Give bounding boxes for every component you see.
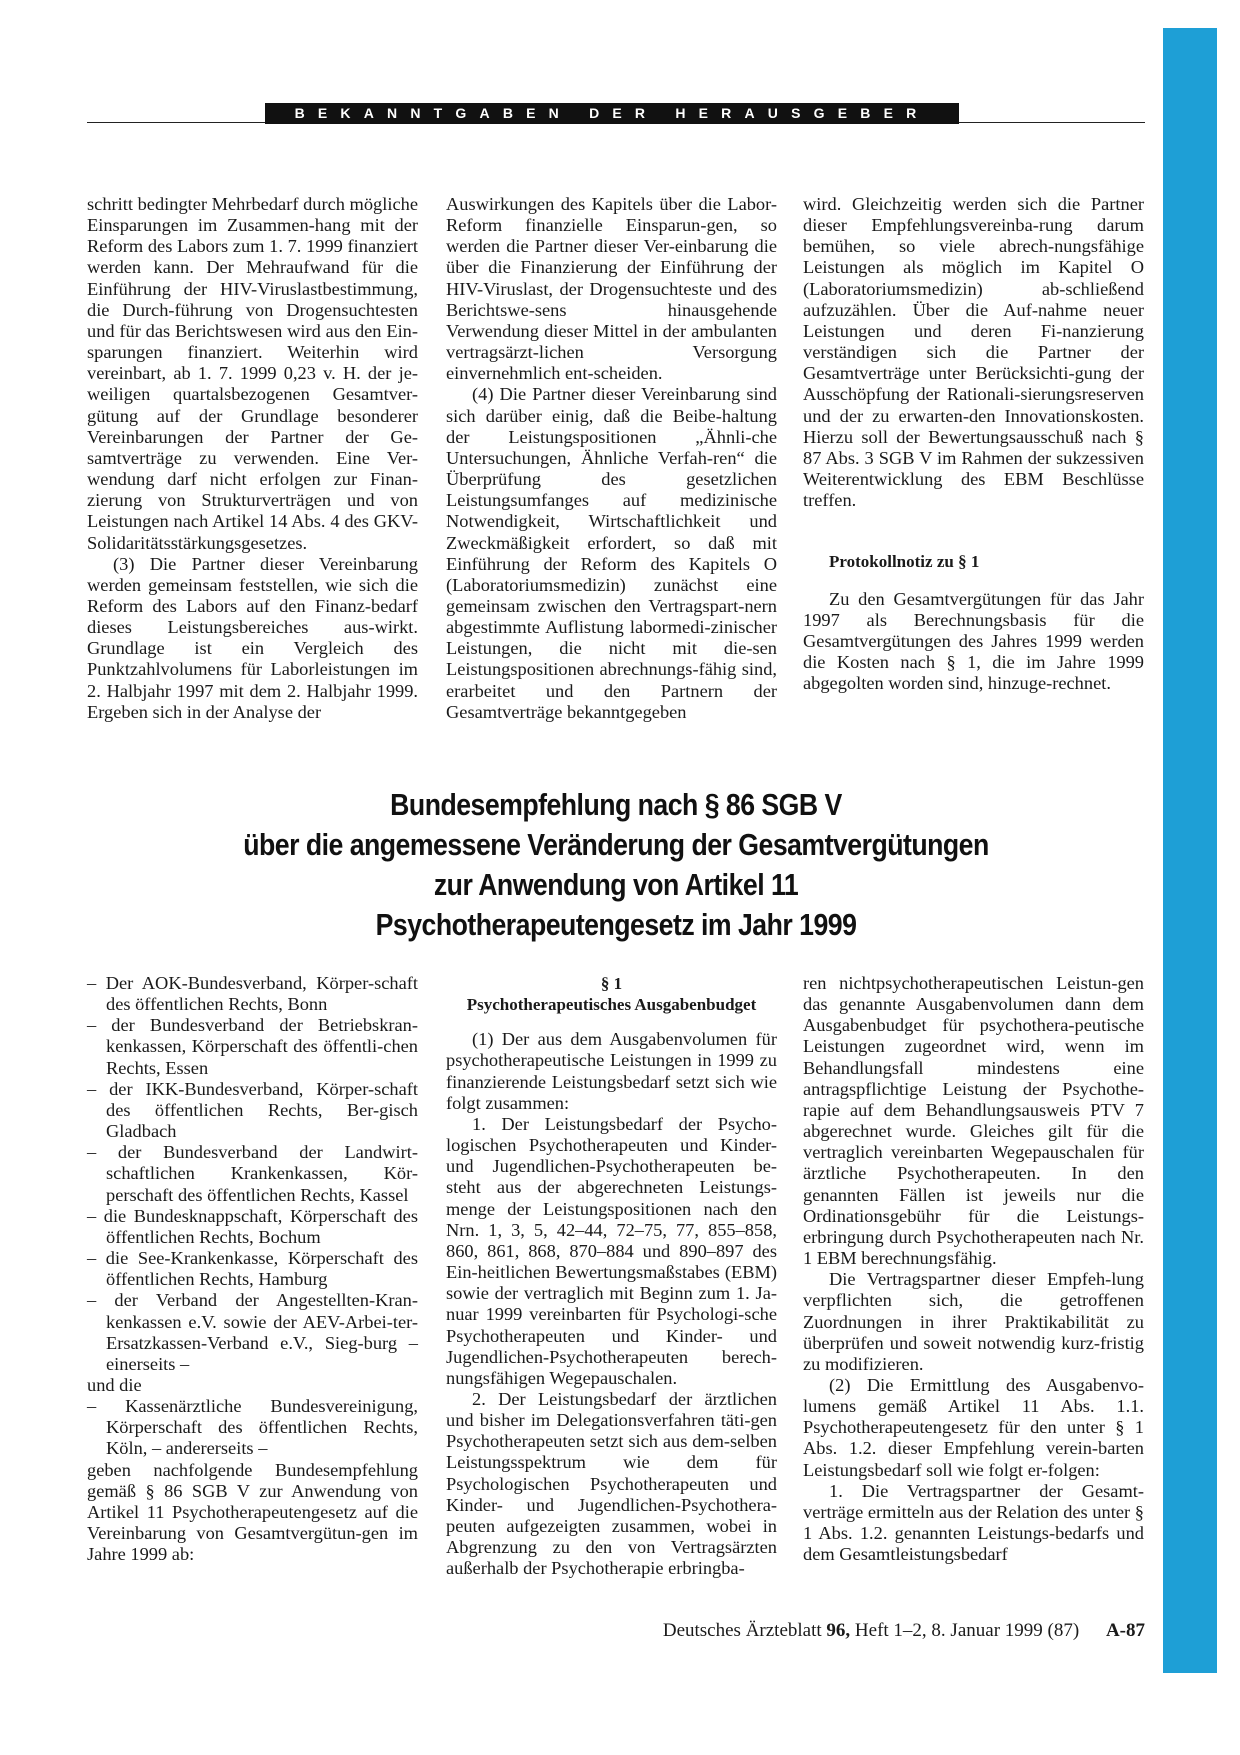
- paragraph: 2. Der Leistungsbedarf der ärztlichen und bisher im Delegationsverfahren täti-gen Psychotherapeuten setzt sich aus dem-selben Leistungsspektrum wie dem für Psychologischen Psychotherapeuten und Kinder- und Jugendlichen-Psychothera-peuten aufgezeigten zusammen, wobei in Abgrenzung zu den von Vertragsärzten außerhalb der Psychotherapie erbringba-: [446, 1388, 777, 1579]
- paragraph: (1) Der aus dem Ausgabenvolumen für psychotherapeutische Leistungen in 1999 zu finanzierende Leistungsbedarf setzt sich wie folgt zusammen:: [446, 1029, 777, 1113]
- title-line: über die angemessene Veränderung der Gesamtvergütungen: [243, 827, 989, 862]
- party-item: – die See-Krankenkasse, Körperschaft des öffentlichen Rechts, Hamburg: [87, 1248, 418, 1290]
- paragraph: Auswirkungen des Kapitels über die Labor-Reform finanzielle Einsparun-gen, so werden die Partner dieser Ver-einbarung die über die Finanzierung der Einführung der HIV-Viruslast, der Drogensuchteste und des Berichtswe-sens hinausgehende Verwendung dieser Mittel in der ambulanten vertragsärzt-lichen Versorgung einvernehmlich ent-scheiden.: [446, 194, 777, 384]
- party-item: – der Bundesverband der Landwirt-schaftlichen Krankenkassen, Kör-perschaft des öffentlichen Rechts, Kassel: [87, 1142, 418, 1205]
- top-column-2: [446, 194, 777, 723]
- bottom-column-1: [87, 973, 418, 1565]
- party-item: – der Bundesverband der Betriebskran-kenkassen, Körperschaft des öffentli-chen Rechts, Essen: [87, 1015, 418, 1078]
- journal-volume: 96,: [826, 1620, 851, 1641]
- top-column-1: [87, 194, 418, 723]
- paragraph: (2) Die Ermittlung des Ausgabenvo-lumens gemäß Artikel 11 Abs. 1.1. Psychotherapeutengesetz für den unter § 1 Abs. 1.2. dieser Empfehlung verein-barten Leistungsbedarf soll wie folgt er-folgen:: [803, 1374, 1144, 1480]
- paragraph: (4) Die Partner dieser Vereinbarung sind sich darüber einig, daß die Beibe-haltung der Leistungspositionen „Ähnli-che Untersuchungen, Ähnliche Verfah-ren“ die Überprüfung des gesetzlichen Leistungsumfanges auf medizinische Notwendigkeit, Wirtschaftlichkeit und Zweckmäßigkeit erfordert, so daß mit Einführung der Reform des Kapitels O (Laboratoriumsmedizin) zunächst eine gemeinsam zwischen den Vertragspart-nern abgestimmte Auflistung labormedi-zinischer Leistungen, die nicht mit die-sen Leistungspositionen abrechnungs-fähig sind, erarbeitet und den Partnern der Gesamtverträge bekanntgegeben: [446, 384, 777, 722]
- paragraph: ren nichtpsychotherapeutischen Leistun-gen das genannte Ausgabenvolumen dann dem Ausgabenbudget für psychothera-peutische Leistungen zugeordnet wird, wenn im Behandlungsfall mindestens eine antragspflichtige Leistung der Psychothe-rapie auf dem Behandlungsausweis PTV 7 abgerechnet wurde. Gleiches gilt für die vertraglich vereinbarten Wegepauschalen für ärztliche Psychotherapeuten. In den genannten Fällen ist jeweils nur die Ordinationsgebühr für die Leistungs-erbringung durch Psychotherapeuten nach Nr. 1 EBM berechnungsfähig.: [803, 973, 1144, 1269]
- party-item-kbv: – Kassenärztliche Bundesvereinigung, Körperschaft des öffentlichen Rechts, Köln, – andererseits –: [87, 1396, 418, 1459]
- journal-issue: Heft 1–2, 8. Januar 1999 (87): [854, 1620, 1080, 1641]
- protokoll-text: Zu den Gesamtvergütungen für das Jahr 1997 als Berechnungsbasis für die Gesamtvergütungen des Jahres 1999 werden die Kosten nach § 1, die im Jahre 1999 abgegolten worden sind, hinzuge-rechnet.: [803, 588, 1144, 694]
- party-item: – die Bundesknappschaft, Körperschaft des öffentlichen Rechts, Bochum: [87, 1205, 418, 1247]
- party-item: – der Verband der Angestellten-Kran-kenkassen e.V. sowie der AEV-Arbei-ter-Ersatzkassen-Verband e.V., Sieg-burg – einerseits –: [87, 1290, 418, 1374]
- side-color-bar: [1163, 28, 1217, 1673]
- party-item: – der IKK-Bundesverband, Körper-schaft des öffentlichen Rechts, Ber-gisch Gladbach: [87, 1078, 418, 1142]
- intro-closing: geben nachfolgende Bundesempfehlung gemäß § 86 SGB V zur Anwendung von Artikel 11 Psychotherapeutengesetz auf die Vereinbarung von Gesamtvergütun-gen im Jahre 1999 ab:: [87, 1459, 418, 1565]
- title-line: Bundesempfehlung nach § 86 SGB V: [390, 787, 842, 822]
- section-number: § 1: [600, 974, 623, 993]
- page-number: A-87: [1105, 1620, 1145, 1641]
- section-header: BEKANNTGABEN DER HERAUSGEBER: [265, 103, 959, 124]
- bottom-column-2: [446, 973, 777, 1579]
- page-footer: [663, 1620, 1145, 1642]
- top-column-3: [803, 194, 1144, 694]
- paragraph: wird. Gleichzeitig werden sich die Partner dieser Empfehlungsvereinba-rung darum bemühen, so viele abrech-nungsfähige Leistungen als möglich im Kapitel O (Laboratoriumsmedizin) ab-schließend aufzuzählen. Über die Auf-nahme neuer Leistungen und deren Fi-nanzierung verständigen sich die Partner der Gesamtverträge unter Berücksichti-gung der Ausschöpfung der Rationali-sierungsreserven und der zu erwarten-den Innovationskosten. Hierzu soll der Bewertungsausschuß nach § 87 Abs. 3 SGB V im Rahmen der sukzessiven Weiterentwicklung des EBM Beschlüsse treffen.: [803, 194, 1144, 511]
- title-line: Psychotherapeutengesetz im Jahr 1999: [375, 907, 857, 942]
- protokoll-heading: Protokollnotiz zu § 1: [829, 552, 980, 572]
- journal-name: Deutsches Ärzteblatt: [662, 1620, 822, 1641]
- paragraph: Die Vertragspartner dieser Empfeh-lung verpflichten sich, die getroffenen Zuordnungen in ihrer Praktikabilität zu überprüfen und soweit notwendig kurz-fristig zu modifizieren.: [803, 1269, 1144, 1374]
- paragraph: schritt bedingter Mehrbedarf durch mögliche Einsparungen im Zusammen-hang mit der Reform des Labors zum 1. 7. 1999 finanziert werden kann. Der Mehraufwand für die Einführung der HIV-Viruslastbestimmung, die Durch-führung von Drogensuchtesten und für das Berichtswesen wird aus den Ein-sparungen finanziert. Weiterhin wird vereinbart, ab 1. 7. 1999 0,23 v. H. der je-weiligen quartalsbezogenen Gesamtver-gütung auf der Grundlage besonderer Vereinbarungen der Partner der Ge-samtverträge zu verwenden. Eine Ver-wendung darf nicht erfolgen zur Finan-zierung von Strukturverträgen und von Leistungen nach Artikel 14 Abs. 4 des GKV-Solidaritätsstärkungsgesetzes.: [87, 194, 418, 553]
- title-line: zur Anwendung von Artikel 11: [433, 867, 799, 902]
- paragraph: 1. Die Vertragspartner der Gesamt-verträge ermitteln aus der Relation des unter § 1 Abs. 1.2. genannten Leistungs-bedarfs und dem Gesamtleistungsbedarf: [803, 1480, 1144, 1565]
- bottom-column-3: [803, 973, 1144, 1565]
- section-title: Psychotherapeutisches Ausgabenbudget: [466, 995, 757, 1015]
- paragraph: 1. Der Leistungsbedarf der Psycho-logischen Psychotherapeuten und Kinder-und Jugendlichen-Psychotherapeuten be-steht aus der abgerechneten Leistungs-menge der Leistungspositionen nach den Nrn. 1, 3, 5, 42–44, 72–75, 77, 855–858, 860, 861, 868, 870–884 und 890–897 des Ein-heitlichen Bewertungsmaßstabes (EBM) sowie der vertraglich mit Beginn zum 1. Ja-nuar 1999 vereinbarten für Psychologi-sche Psychotherapeuten und Kinder- und Jugendlichen-Psychotherapeuten berech-nungsfähigen Wegepauschalen.: [446, 1113, 777, 1388]
- und-die-text: und die: [87, 1374, 142, 1395]
- paragraph: (3) Die Partner dieser Vereinbarung werden gemeinsam feststellen, wie sich die Reform des Labors auf den Finanz-bedarf dieses Leistungsbereiches aus-wirkt. Grundlage ist ein Vergleich des Punktzahlvolumens für Laborleistungen im 2. Halbjahr 1997 mit dem 2. Halbjahr 1999. Ergeben sich in der Analyse der: [87, 553, 418, 722]
- article-title: [161, 785, 1071, 945]
- party-item: – Der AOK-Bundesverband, Körper-schaft des öffentlichen Rechts, Bonn: [87, 973, 418, 1015]
